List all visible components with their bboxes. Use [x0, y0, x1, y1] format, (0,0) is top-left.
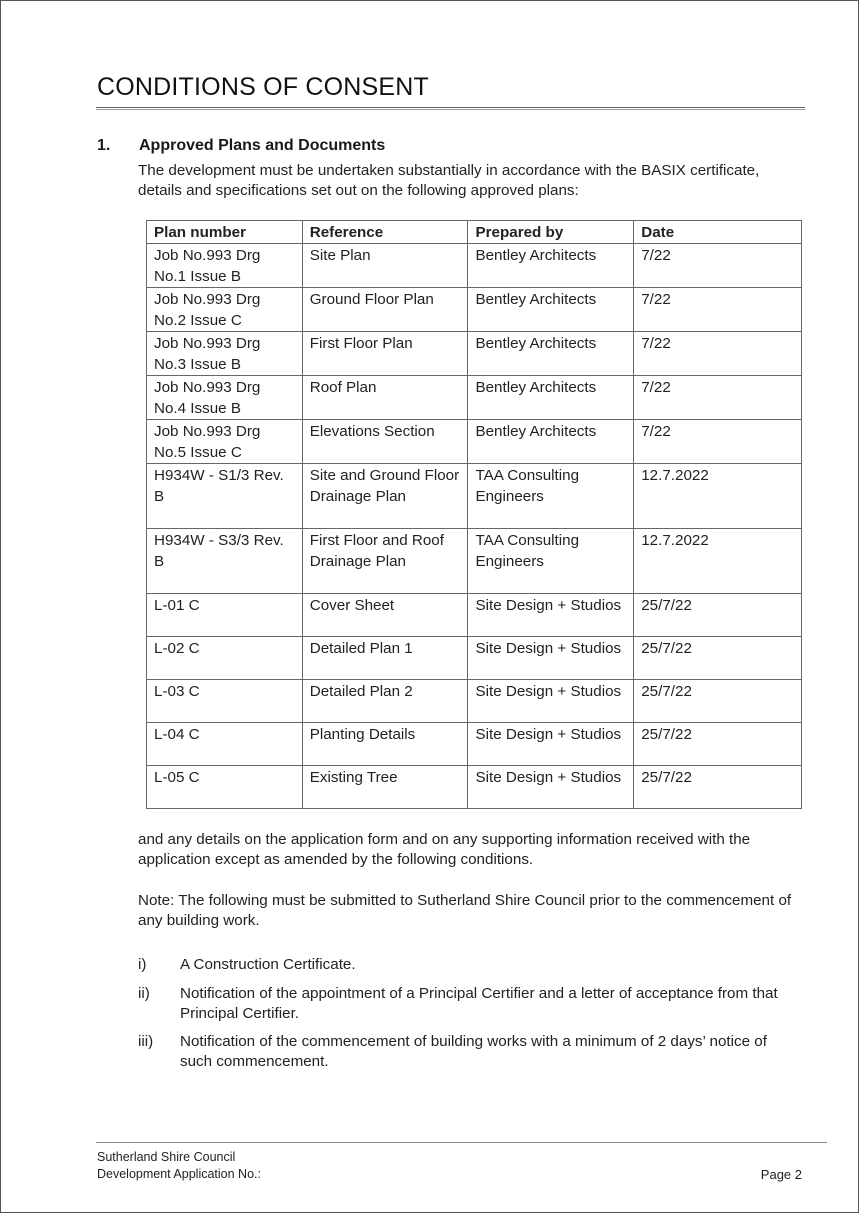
cell-reference: Roof Plan	[302, 376, 468, 420]
header-prepared-by: Prepared by	[468, 221, 634, 244]
cell-prepared-by: Bentley Architects	[468, 332, 634, 376]
cell-reference: Existing Tree	[302, 766, 468, 809]
section-intro: The development must be undertaken substantially in accordance with the BASIX certificate, details and specifications set out on the following approved plans:	[138, 162, 760, 199]
footer-divider	[96, 1142, 827, 1143]
cell-prepared-by: Site Design + Studios	[468, 680, 634, 723]
cell-plan-number: L-03 C	[147, 680, 303, 723]
cell-reference: Site and Ground Floor Drainage Plan	[302, 464, 468, 529]
section-number: 1.	[97, 137, 111, 154]
cell-date: 7/22	[634, 244, 802, 288]
cell-plan-number: L-04 C	[147, 723, 303, 766]
cell-plan-number: Job No.993 Drg No.4 Issue B	[147, 376, 303, 420]
table-row	[147, 332, 802, 376]
approved-plans-table	[146, 220, 802, 809]
cell-plan-number: Job No.993 Drg No.3 Issue B	[147, 332, 303, 376]
cell-reference: Elevations Section	[302, 420, 468, 464]
cell-plan-number: L-05 C	[147, 766, 303, 809]
list-item-number: ii)	[138, 985, 150, 1002]
table-row	[147, 529, 802, 594]
cell-plan-number: Job No.993 Drg No.2 Issue C	[147, 288, 303, 332]
cell-date: 25/7/22	[634, 637, 802, 680]
cell-date: 7/22	[634, 420, 802, 464]
cell-date: 7/22	[634, 288, 802, 332]
table-row	[147, 637, 802, 680]
cell-plan-number: Job No.993 Drg No.5 Issue C	[147, 420, 303, 464]
after-table-paragraph: and any details on the application form and on any supporting information received with the application except as amended by the following conditions.	[138, 831, 751, 868]
list-item-number: i)	[138, 956, 147, 973]
list-item-text: A Construction Certificate.	[180, 956, 356, 973]
table-row	[147, 464, 802, 529]
cell-plan-number: L-02 C	[147, 637, 303, 680]
cell-prepared-by: Bentley Architects	[468, 244, 634, 288]
page-title: CONDITIONS OF CONSENT	[97, 73, 429, 101]
title-divider	[96, 107, 805, 110]
cell-plan-number: L-01 C	[147, 594, 303, 637]
cell-reference: Site Plan	[302, 244, 468, 288]
cell-prepared-by: Bentley Architects	[468, 376, 634, 420]
cell-prepared-by: TAA Consulting Engineers	[468, 464, 634, 529]
cell-date: 25/7/22	[634, 766, 802, 809]
table-row	[147, 680, 802, 723]
list-item-text: Notification of the appointment of a Principal Certifier and a letter of acceptance from that Principal Certifier.	[180, 985, 778, 1022]
cell-reference: Cover Sheet	[302, 594, 468, 637]
table-row	[147, 244, 802, 288]
cell-reference: Planting Details	[302, 723, 468, 766]
section-heading: Approved Plans and Documents	[139, 137, 386, 154]
cell-plan-number: H934W - S1/3 Rev. B	[147, 464, 303, 529]
table-row	[147, 723, 802, 766]
footer-organisation: Sutherland Shire Council	[97, 1150, 236, 1164]
cell-date: 12.7.2022	[634, 529, 802, 594]
note-paragraph: Note: The following must be submitted to Sutherland Shire Council prior to the commencement of any building work.	[138, 892, 792, 929]
cell-reference: Ground Floor Plan	[302, 288, 468, 332]
cell-prepared-by: Site Design + Studios	[468, 637, 634, 680]
table-row	[147, 420, 802, 464]
cell-reference: First Floor Plan	[302, 332, 468, 376]
cell-prepared-by: Site Design + Studios	[468, 594, 634, 637]
cell-date: 25/7/22	[634, 723, 802, 766]
cell-date: 25/7/22	[634, 680, 802, 723]
table-row	[147, 766, 802, 809]
cell-prepared-by: Bentley Architects	[468, 420, 634, 464]
footer-page-number: Page 2	[760, 1167, 802, 1182]
list-item-number: iii)	[138, 1033, 154, 1050]
cell-prepared-by: TAA Consulting Engineers	[468, 529, 634, 594]
cell-prepared-by: Site Design + Studios	[468, 766, 634, 809]
footer-application-number: Development Application No.:	[97, 1167, 261, 1181]
header-plan-number: Plan number	[147, 221, 303, 244]
cell-date: 7/22	[634, 332, 802, 376]
table-row	[147, 594, 802, 637]
cell-reference: Detailed Plan 1	[302, 637, 468, 680]
cell-reference: Detailed Plan 2	[302, 680, 468, 723]
cell-prepared-by: Bentley Architects	[468, 288, 634, 332]
header-date: Date	[634, 221, 802, 244]
cell-plan-number: H934W - S3/3 Rev. B	[147, 529, 303, 594]
table-row	[147, 288, 802, 332]
cell-reference: First Floor and Roof Drainage Plan	[302, 529, 468, 594]
table-header-row	[147, 221, 802, 244]
cell-prepared-by: Site Design + Studios	[468, 723, 634, 766]
cell-plan-number: Job No.993 Drg No.1 Issue B	[147, 244, 303, 288]
cell-date: 7/22	[634, 376, 802, 420]
list-item-text: Notification of the commencement of building works with a minimum of 2 days’ notice of such commencement.	[180, 1033, 767, 1070]
cell-date: 25/7/22	[634, 594, 802, 637]
table-row	[147, 376, 802, 420]
header-reference: Reference	[302, 221, 468, 244]
cell-date: 12.7.2022	[634, 464, 802, 529]
